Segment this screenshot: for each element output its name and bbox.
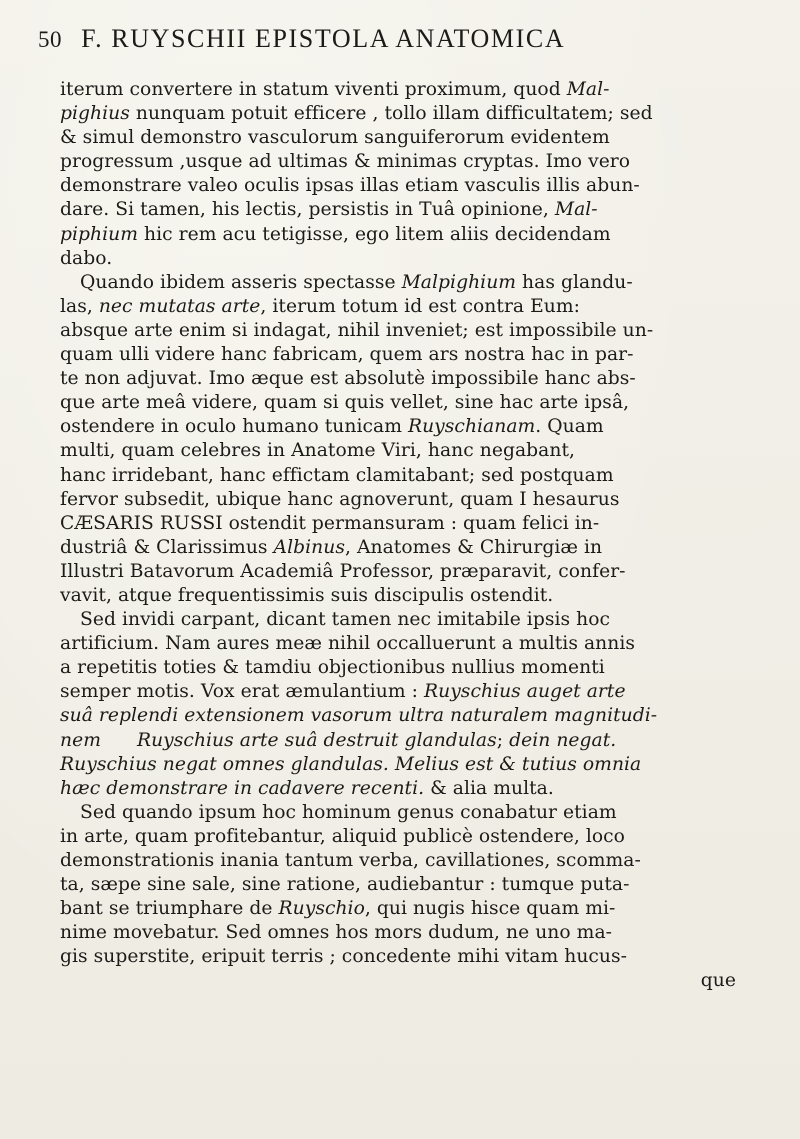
text-line: [60, 656, 750, 680]
italic-text: Ruyschius negat omnes glandulas. Melius est & tutius omnia: [60, 753, 642, 775]
roman-text: Sed quando ipsum hoc hominum genus conabatur etiam: [80, 801, 617, 823]
roman-text: . Quam: [535, 416, 604, 438]
italic-text: piphium: [60, 223, 139, 245]
italic-text: Mal-: [566, 79, 610, 100]
text-line: [60, 174, 750, 198]
italic-text: Ruyschius arte suâ destruit glandulas: [136, 729, 497, 751]
text-line: [60, 439, 750, 463]
roman-text: dabo.: [60, 247, 113, 269]
text-line: [60, 753, 750, 777]
roman-text: las,: [60, 295, 99, 317]
text-line: [60, 78, 750, 102]
roman-text: Illustri Batavorum Academiâ Professor, præparavit, confer-: [60, 560, 626, 582]
text-line: [60, 632, 750, 656]
italic-text: Ruyschius auget arte: [423, 681, 626, 703]
roman-text: CÆSARIS RUSSI ostendit permansuram : quam felici in-: [60, 512, 600, 534]
text-line: [60, 464, 750, 488]
roman-text: bant se triumphare de: [60, 898, 279, 920]
italic-text: Malpighium: [401, 271, 517, 293]
text-line: [60, 391, 750, 415]
roman-text: quam ulli videre hanc fabricam, quem ars nostra hac in par-: [60, 344, 634, 366]
roman-text: Quando ibidem asseris spectasse: [80, 271, 402, 293]
roman-text: , Anatomes & Chirurgiæ in: [344, 536, 603, 558]
roman-text: & alia multa.: [424, 777, 554, 799]
text-line: [60, 343, 750, 367]
roman-text: ostendere in oculo humano tunicam: [60, 416, 408, 438]
roman-text: nime movebatur. Sed omnes hos mors dudum, ne uno ma-: [60, 922, 613, 944]
roman-text: hanc irridebant, hanc effictam clamitabant; sed postquam: [60, 464, 614, 486]
text-line: [60, 560, 750, 584]
italic-text: Ruyschianam: [407, 416, 536, 438]
text-line: [60, 488, 750, 512]
text-line: [60, 584, 750, 608]
running-title: F. RUYSCHII EPISTOLA ANATOMICA: [81, 24, 566, 53]
text-line: [60, 223, 750, 247]
text-line: [60, 704, 750, 728]
roman-text: dare. Si tamen, his lectis, persistis in Tuâ opinione,: [60, 199, 555, 221]
italic-text: nem: [60, 729, 101, 751]
roman-text: Sed invidi carpant, dicant tamen nec imitabile ipsis hoc: [80, 609, 611, 631]
roman-text: in arte, quam profitebantur, aliquid publicè ostendere, loco: [60, 825, 625, 847]
roman-text: dustriâ & Clarissimus: [60, 536, 274, 558]
italic-text: Albinus: [273, 536, 345, 558]
roman-text: iterum convertere in statum viventi proximum, quod: [60, 79, 567, 100]
roman-text: ta, sæpe sine sale, sine ratione, audiebantur : tumque puta-: [60, 874, 630, 896]
roman-text: semper motis. Vox erat æmulantium :: [60, 681, 424, 703]
text-line: [60, 801, 750, 825]
page-number: 50: [38, 27, 62, 52]
roman-text: , iterum totum id est contra Eum:: [260, 295, 581, 317]
roman-text: , qui nugis hisce quam mi-: [364, 898, 616, 920]
italic-text: Mal-: [554, 199, 598, 221]
text-line: [60, 271, 750, 295]
roman-text: & simul demonstro vasculorum sanguiferorum evidentem: [60, 127, 610, 149]
text-line: [60, 198, 750, 222]
roman-text: multi, quam celebres in Anatome Viri, hanc negabant,: [60, 440, 575, 462]
running-head: [38, 24, 738, 64]
italic-text: hæc demonstrare in cadavere recenti.: [60, 777, 425, 799]
roman-text: vavit, atque frequentissimis suis discipulis ostendit.: [60, 584, 554, 606]
text-line: [60, 415, 750, 439]
text-line: [60, 126, 750, 150]
roman-text: nunquam potuit efficere , tollo illam difficultatem; sed: [129, 103, 653, 125]
text-line: [60, 849, 750, 873]
roman-text: absque arte enim si indagat, nihil inveniet; est impossibile un-: [60, 319, 654, 341]
text-line: [60, 945, 750, 969]
italic-text: nec mutatas arte: [98, 295, 261, 317]
italic-text: Ruyschio: [278, 898, 365, 920]
roman-text: has glandu-: [516, 271, 633, 293]
text-line: [60, 897, 750, 921]
roman-text: que arte meâ videre, quam si quis vellet, sine hac arte ipsâ,: [60, 392, 630, 414]
text-line: [60, 512, 750, 536]
roman-text: progressum ,usque ad ultimas & minimas cryptas. Imo vero: [60, 151, 631, 173]
roman-text: fervor subsedit, ubique hanc agnoverunt, quam I hesaurus: [60, 488, 620, 510]
text-line: [60, 102, 750, 126]
text-line: [60, 319, 750, 343]
text-line: [60, 777, 750, 801]
body-text: [60, 78, 750, 994]
roman-text: artificium. Nam aures meæ nihil occalluerunt a multis annis: [60, 633, 635, 655]
text-line: [60, 729, 750, 753]
roman-text: ;: [496, 729, 510, 751]
text-line: [60, 825, 750, 849]
roman-text: te non adjuvat. Imo æque est absolutè impossibile hanc abs-: [60, 368, 636, 390]
text-line: [60, 608, 750, 632]
italic-text: suâ replendi extensionem vasorum ultra naturalem magnitudi-: [60, 705, 658, 727]
roman-text: hic rem acu tetigisse, ego litem aliis decidendam: [138, 223, 611, 245]
text-line: [60, 536, 750, 560]
roman-text: a repetitis toties & tamdiu objectionibus nullius momenti: [60, 657, 605, 679]
text-line: [60, 873, 750, 897]
italic-text: pighius: [60, 103, 130, 125]
text-line: [60, 150, 750, 174]
text-line: [60, 295, 750, 319]
catchword: que: [700, 970, 736, 992]
roman-text: gis superstite, eripuit terris ; concedente mihi vitam hucus-: [60, 946, 628, 968]
text-line: [60, 367, 750, 391]
roman-text: demonstrationis inania tantum verba, cavillationes, scomma-: [60, 850, 641, 871]
roman-text: demonstrare valeo oculis ipsas illas etiam vasculis illis abun-: [60, 175, 640, 197]
text-line: [60, 680, 750, 704]
text-line: [60, 247, 750, 271]
text-line: [60, 921, 750, 945]
italic-text: dein negat.: [509, 729, 617, 751]
